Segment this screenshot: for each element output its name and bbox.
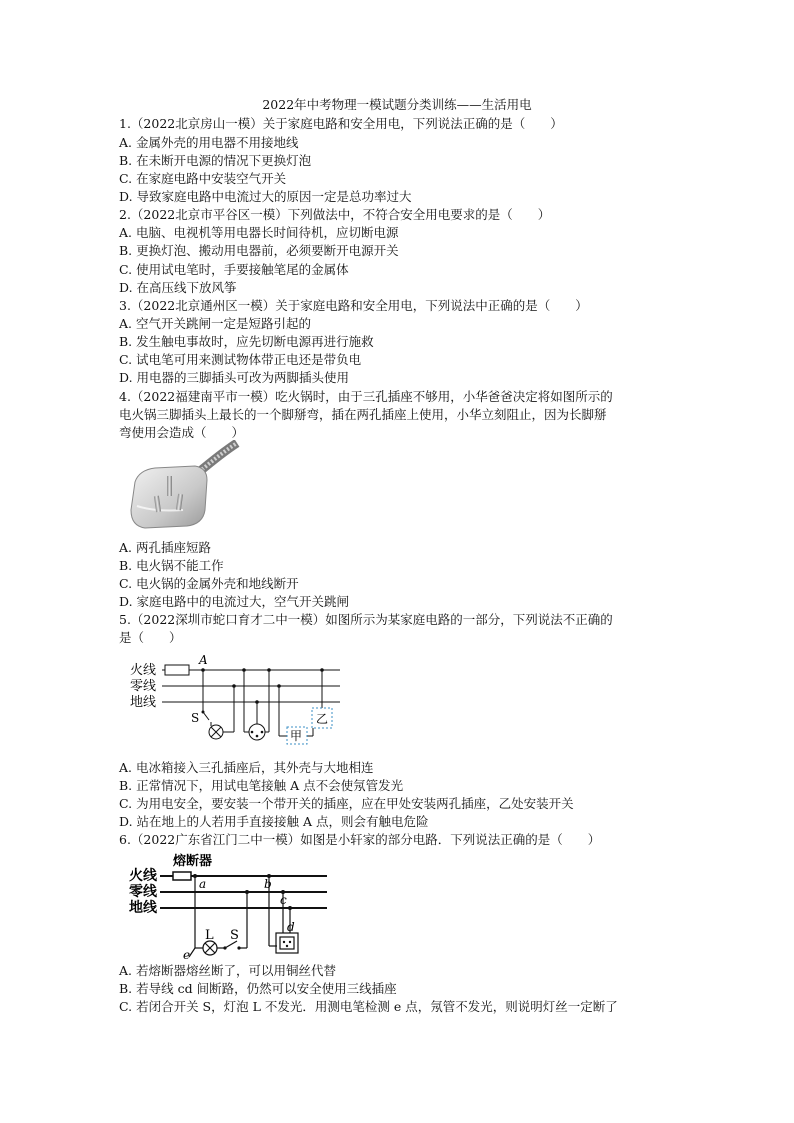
switch-label: S: [191, 711, 200, 725]
q6-stem: 6.（2022广东省江门二中一模）如图是小轩家的部分电路．下列说法正确的是（ ）: [119, 832, 601, 847]
earth-label: 地线: [129, 900, 157, 916]
q6-option-a: A. 若熔断器熔丝断了，可以用铜丝代替: [119, 963, 336, 978]
switch-label: S: [230, 928, 239, 943]
q1-stem: 1.（2022北京房山一模）关于家庭电路和安全用电，下列说法正确的是（ ）: [119, 116, 563, 131]
q3-option-b: B. 发生触电事故时，应先切断电源再进行施救: [119, 334, 374, 349]
q4-stem-line1: 4.（2022福建南平市一模）吃火锅时，由于三孔插座不够用，小华爸爸决定将如图所示的: [119, 389, 613, 404]
q5-circuit-diagram: [127, 650, 352, 750]
q3-option-a: A. 空气开关跳闸一定是短路引起的: [119, 316, 311, 331]
fuse-label: 熔断器: [173, 854, 213, 869]
q2-option-b: B. 更换灯泡、搬动用电器前，必须要断开电源开关: [119, 243, 399, 258]
q5-stem-line2: 是（ ）: [119, 630, 182, 645]
page-title: 2022年中考物理一模试题分类训练——生活用电: [262, 97, 532, 112]
q2-option-d: D. 在高压线下放风筝: [119, 280, 237, 295]
q4-option-a: A. 两孔插座短路: [119, 540, 211, 555]
q1-option-a: A. 金属外壳的用电器不用接地线: [119, 135, 299, 150]
q5-stem-line1: 5.（2022深圳市蛇口育才二中一模）如图所示为某家庭电路的一部分，下列说法不正确的: [119, 612, 613, 627]
q1-option-c: C. 在家庭电路中安装空气开关: [119, 171, 287, 186]
q4-stem-line3: 弯使用会造成（ ）: [119, 425, 245, 440]
q6-option-b: B. 若导线 cd 间断路，仍然可以安全使用三线插座: [119, 981, 397, 996]
q5-option-d: D. 站在地上的人若用手直接接触 A 点，则会有触电危险: [119, 814, 429, 829]
live-label: 火线: [129, 868, 157, 884]
three-pin-plug-figure: [125, 440, 240, 535]
three-hole-socket: [276, 933, 298, 953]
q3-option-c: C. 试电笔可用来测试物体带正电还是带负电: [119, 352, 362, 367]
q5-option-a: A. 电冰箱接入三孔插座后，其外壳与大地相连: [119, 760, 374, 775]
fuse-symbol: [173, 872, 191, 880]
point-b-label: b: [264, 877, 272, 891]
point-d-label: d: [287, 920, 295, 934]
q6-option-c: C. 若闭合开关 S，灯泡 L 不发光．用测电笔检测 e 点，氖管不发光，则说明灯丝一定断了: [119, 999, 618, 1014]
lamp-label: L: [205, 928, 214, 943]
yi-label: 乙: [316, 712, 329, 726]
plug-body: [131, 466, 207, 528]
point-a-label: A: [199, 653, 208, 667]
point-a-label: a: [199, 877, 207, 891]
q3-option-d: D. 用电器的三脚插头可改为两脚插头使用: [119, 370, 350, 385]
plug-pin-earth: [167, 476, 172, 496]
q1-option-d: D. 导致家庭电路中电流过大的原因一定是总功率过大: [119, 189, 412, 204]
q3-stem: 3.（2022北京通州区一模）关于家庭电路和安全用电，下列说法中正确的是（ ）: [119, 298, 588, 313]
q2-option-a: A. 电脑、电视机等用电器长时间待机，应切断电源: [119, 225, 399, 240]
q5-option-c: C. 为用电安全，要安装一个带开关的插座，应在甲处安装两孔插座，乙处安装开关: [119, 796, 574, 811]
q2-stem: 2.（2022北京市平谷区一模）下列做法中，不符合安全用电要求的是（ ）: [119, 207, 551, 222]
neutral-label: 零线: [129, 884, 157, 900]
q1-option-b: B. 在未断开电源的情况下更换灯泡: [119, 153, 312, 168]
point-c-label: c: [280, 893, 287, 907]
neutral-label: 零线: [130, 679, 157, 694]
earth-label: 地线: [130, 695, 157, 710]
q4-stem-line2: 电火锅三脚插头上最长的一个脚掰弯，插在两孔插座上使用，小华立刻阻止，因为长脚掰: [119, 407, 607, 422]
jia-label: 甲: [290, 729, 303, 743]
point-e-label: e: [183, 948, 191, 961]
q6-circuit-diagram: [127, 851, 337, 961]
q5-option-b: B. 正常情况下，用试电笔接触 A 点不会使氖管发光: [119, 778, 404, 793]
live-label: 火线: [130, 663, 157, 678]
q4-option-c: C. 电火锅的金属外壳和地线断开: [119, 576, 299, 591]
q2-option-c: C. 使用试电笔时，手要接触笔尾的金属体: [119, 262, 349, 277]
fuse-symbol: [165, 665, 189, 675]
q4-option-b: B. 电火锅不能工作: [119, 558, 224, 573]
q4-option-d: D. 家庭电路中的电流过大，空气开关跳闸: [119, 594, 350, 609]
